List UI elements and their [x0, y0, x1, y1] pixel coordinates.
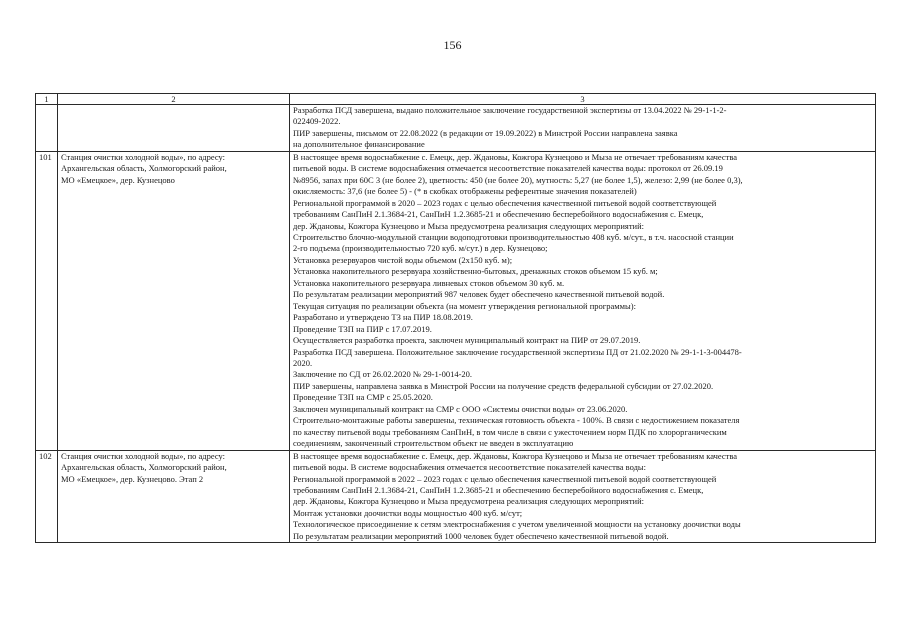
- table-header-row: [36, 94, 876, 105]
- text-line: питьевой воды. В системе водоснабжения отмечается несоответствие показателей качества воды: протокол от 26.09.19: [293, 163, 723, 174]
- column-header-2: 2: [58, 94, 290, 105]
- text-line: Осуществляется разработка проекта, заключен муниципальный контракт на ПИР от 29.07.2019.: [293, 335, 641, 346]
- text-line: Текущая ситуация по реализации объекта (на момент утверждения региональной программы):: [293, 300, 636, 311]
- text-line: соединениям, законченный строительством объект не введен в эксплуатацию: [293, 438, 574, 449]
- text-line: на дополнительное финансирование: [293, 139, 425, 150]
- text-line: По результатам реализации мероприятий 987 человек будет обеспечено качественной питьевой водой.: [293, 289, 665, 300]
- column-header-1: 1: [36, 94, 58, 105]
- table-row: [36, 151, 876, 450]
- text-line: Заключен муниципальный контракт на СМР с ООО «Системы очистки воды» от 23.06.2020.: [293, 403, 628, 414]
- text-line: Проведение ТЗП на СМР с 25.05.2020.: [293, 392, 433, 403]
- text-line: дер. Ждановы, Кожгора Кузнецово и Мыза предусмотрена реализация следующих мероприятий:: [293, 220, 644, 231]
- text-line: ПИР завершены, письмом от 22.08.2022 (в редакции от 19.09.2022) в Минстрой России направлена заявка: [293, 127, 678, 138]
- text-line: Региональной программой в 2022 – 2023 годах с целью обеспечения качественной питьевой водой соответствующей: [293, 473, 717, 484]
- column-header-3: 3: [290, 94, 876, 105]
- row-number: 102: [36, 450, 58, 543]
- text-line: По результатам реализации мероприятий 1000 человек будет обеспечено качественной питьевой водой.: [293, 530, 669, 541]
- text-line: по качеству питьевой воды требованиям СанПиН, в том числе в связи с ужесточением норм ПДК по хлорорганическим: [293, 426, 727, 437]
- object-name-cell: [58, 105, 290, 152]
- text-line: Архангельская область, Холмогорский район,: [61, 462, 227, 473]
- text-line: В настоящее время водоснабжение с. Емецк, дер. Ждановы, Кожгора Кузнецово и Мыза не отвечает требованиям качества: [293, 450, 738, 461]
- text-line: МО «Емецкое», дер. Кузнецово: [61, 174, 175, 185]
- text-line: Разработка ПСД завершена. Положительное заключение государственной экспертизы ПД от 21.02.2020 № 29-1-1-3-004478-: [293, 346, 742, 357]
- description-cell: [290, 151, 876, 450]
- text-line: питьевой воды. В системе водоснабжения отмечается несоответствие показателей качества воды:: [293, 462, 647, 473]
- text-line: Строительно-монтажные работы завершены, техническая готовность объекта - 100%. В связи с недостижением показателя: [293, 415, 740, 426]
- text-line: Установка резервуаров чистой воды объемом (2х150 куб. м);: [293, 254, 513, 265]
- text-line: требованиям СанПиН 2.1.3684-21, СанПиН 1.2.3685-21 и обеспечению бесперебойного водоснабжения с. Емецк,: [293, 484, 704, 495]
- text-line: Установка накопительного резервуара хозяйственно-бытовых, дренажных стоков объемом 15 куб. м;: [293, 266, 658, 277]
- text-line: Разработка ПСД завершена, выдано положительное заключение государственной экспертизы от 13.04.2022 № 29-1-1-2-: [293, 105, 727, 115]
- text-line: Разработано и утверждено ТЗ на ПИР 18.08.2019.: [293, 312, 473, 323]
- table-row: [36, 450, 876, 543]
- object-name-cell: [58, 450, 290, 543]
- text-line: ПИР завершены, направлена заявка в Минстрой России на получение средств федеральной субсидии от 27.02.2020.: [293, 380, 714, 391]
- row-number: [36, 105, 58, 152]
- text-line: Проведение ТЗП на ПИР с 17.07.2019.: [293, 323, 432, 334]
- text-line: дер. Ждановы, Кожгора Кузнецово и Мыза предусмотрена реализация следующих мероприятий:: [293, 496, 644, 507]
- text-line: требованиям СанПиН 2.1.3684-21, СанПиН 1.2.3685-21 и обеспечению бесперебойного водоснабжения с. Емецк,: [293, 209, 704, 220]
- program-table: [35, 93, 876, 543]
- text-line: 2-го подъема (производительностью 720 куб. м/сут.) в дер. Кузнецово;: [293, 243, 548, 254]
- text-line: В настоящее время водоснабжение с. Емецк, дер. Ждановы, Кожгора Кузнецово и Мыза не отвечает требованиям качества: [293, 151, 738, 162]
- text-line: МО «Емецкое», дер. Кузнецово. Этап 2: [61, 473, 204, 484]
- description-cell: [290, 105, 876, 152]
- text-line: №8956, запах при 60С 3 (не более 2), цветность: 450 (не более 20), мутность: 5,27 (не более 1,5), железо: 2,99 (не более 0,3),: [293, 174, 743, 185]
- text-line: Заключение по СД от 26.02.2020 № 29-1-0014-20.: [293, 369, 473, 380]
- text-line: Станция очистки холодной воды», по адресу:: [61, 151, 225, 162]
- object-name-cell: [58, 151, 290, 450]
- text-line: окисляемость: 37,6 (не более 5) - (* в скобках отображены референтные значения показателей): [293, 186, 637, 197]
- text-line: Технологическое присоединение к сетям электроснабжения с учетом увеличенной мощности на установку доочистки воды: [293, 519, 741, 530]
- text-line: Монтаж установки доочистки воды мощностью 400 куб. м/сут;: [293, 507, 523, 518]
- page-number: 156: [443, 38, 462, 52]
- text-line: 2020.: [293, 357, 313, 368]
- text-line: 022409-2022.: [293, 116, 341, 127]
- text-line: Строительство блочно-модульной станции водоподготовки производительностью 408 куб. м/сут., в т.ч. насосной станции: [293, 231, 734, 242]
- text-line: Региональной программой в 2020 – 2023 годах с целью обеспечения качественной питьевой водой соответствующей: [293, 197, 717, 208]
- text-line: Архангельская область, Холмогорский район,: [61, 163, 227, 174]
- text-line: Станция очистки холодной воды», по адресу:: [61, 450, 225, 461]
- text-line: Установка накопительного резервуара ливневых стоков объемом 30 куб. м.: [293, 277, 565, 288]
- table-row: [36, 105, 876, 152]
- row-number: 101: [36, 151, 58, 450]
- description-cell: [290, 450, 876, 543]
